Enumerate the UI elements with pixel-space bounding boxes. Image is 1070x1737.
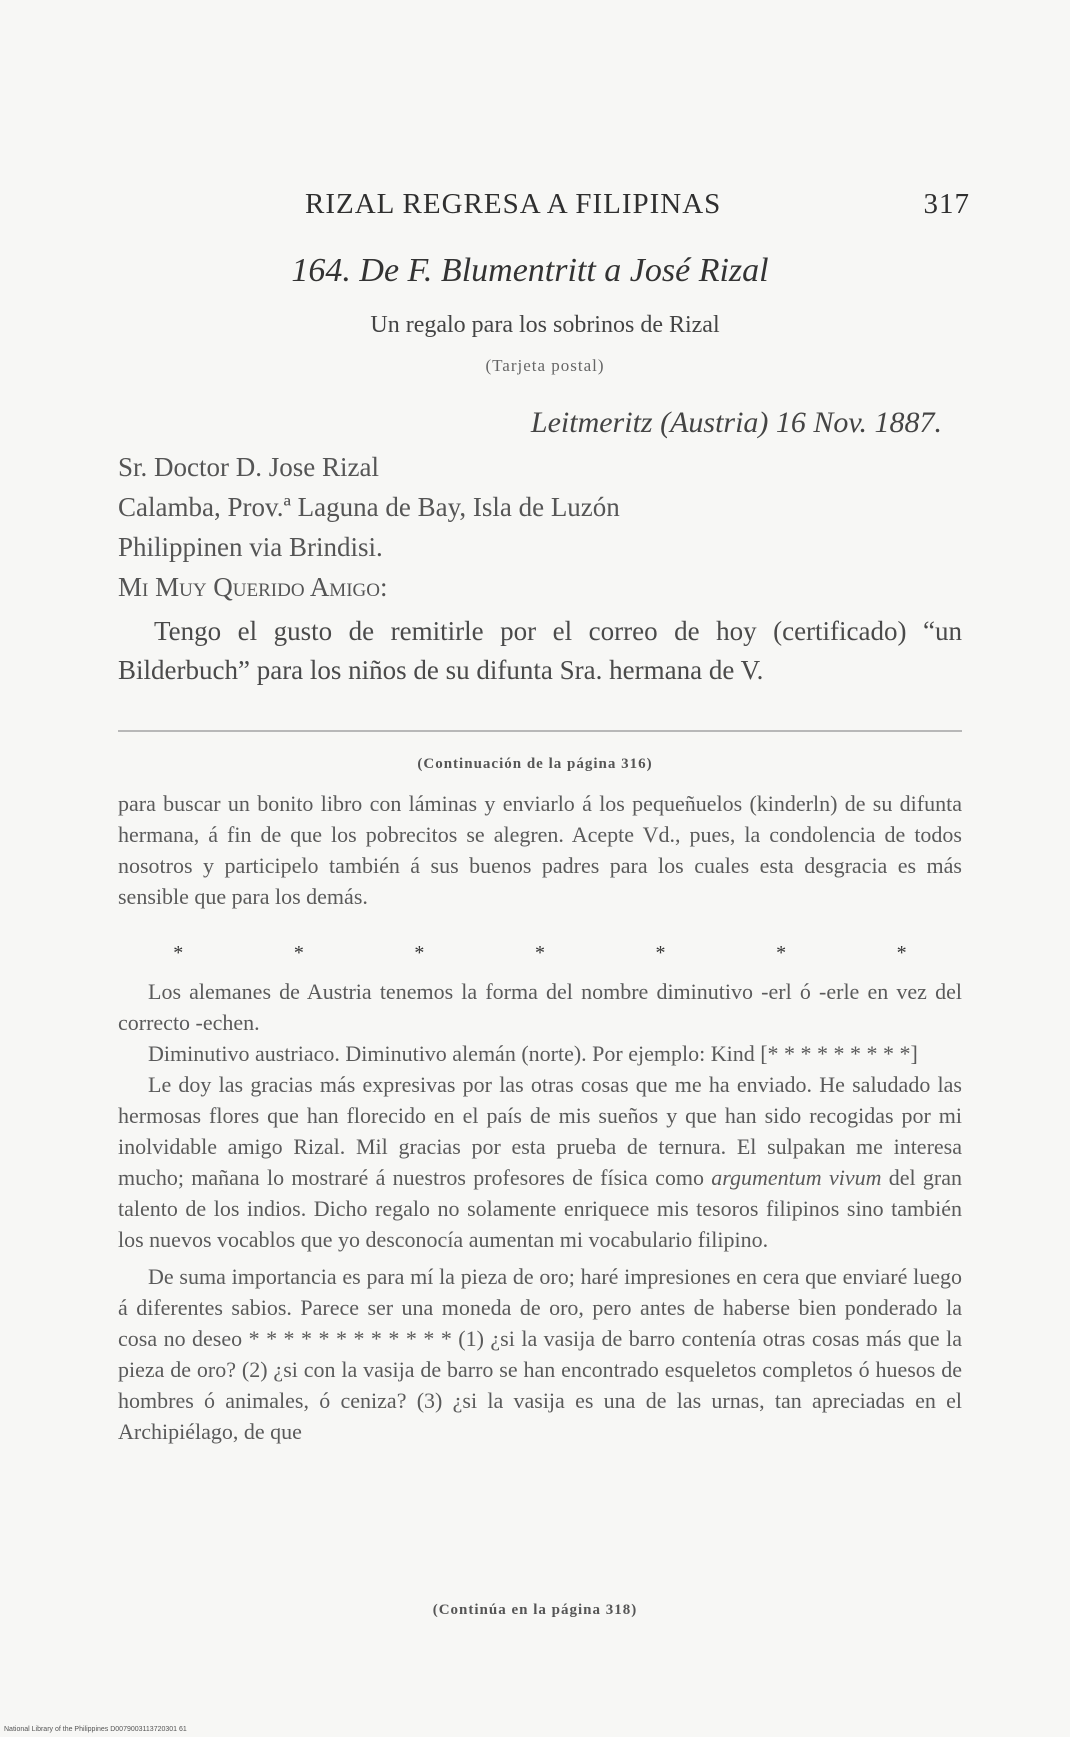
star: * (896, 942, 907, 964)
continuation-body (118, 976, 962, 1447)
address-line-2: Calamba, Prov.ª Laguna de Bay, Isla de Luzón (118, 492, 620, 522)
latin-phrase: argumentum vivum (711, 1165, 882, 1190)
star: * (414, 942, 425, 964)
letter-subtitle: Un regalo para los sobrinos de Rizal (370, 312, 720, 338)
running-title: RIZAL REGRESA A FILIPINAS (305, 188, 722, 220)
thanks-text-b: del gran talento de los indios. Dicho regalo no solamente enriquece mis tesoros filipinos sino también los nuevos vocablos que yo desconocía aumentan mi vocabulario filipino. (118, 1165, 963, 1252)
paragraph-diminutive: Los alemanes de Austria tenemos la forma del nombre diminutivo -erl ó -erle en vez del correcto -echen. (118, 979, 962, 1035)
address-line-1: Sr. Doctor D. Jose Rizal (118, 452, 379, 482)
paragraph-example: Diminutivo austriaco. Diminutivo alemán (norte). Por ejemplo: Kind [* * * * * * * * *] (148, 1041, 918, 1066)
asterism (118, 942, 962, 965)
paragraph-text: para buscar un bonito libro con láminas y enviarlo á los pequeñuelos (kinderln) de su difunta hermana, á fin de que los pobrecitos se alegren. Acepte Vd., pues, la condolencia de todos nosotros y participelo también á sus buenos padres para los cuales esta desgracia es más sensible que para los demás. (118, 791, 962, 909)
letter-note: (Tarjeta postal) (485, 356, 605, 375)
page-number: 317 (923, 188, 970, 220)
star: * (293, 942, 304, 964)
star: * (173, 942, 184, 964)
continuation-top-note: (Continuación de la página 316) (417, 756, 653, 772)
star: * (776, 942, 787, 964)
continuation-paragraph-1 (118, 788, 962, 912)
address-line-3: Philippinen via Brindisi. (118, 532, 383, 562)
thanks-text-a: Le doy las gracias más expresivas por las otras cosas que me ha enviado. He saludado las hermosas flores que han florecido en el país de mis sueños y que han sido recogidas por mi inolvidable amigo Rizal. Mil gracias por esta prueba de ternura. El sulpakan me interesa mucho; mañana lo mostraré á nuestros profesores de física como (118, 1072, 962, 1190)
star: * (534, 942, 545, 964)
section-divider (118, 730, 962, 732)
letter-body: Tengo el gusto de remitirle por el correo de hoy (certificado) “un Bilderbuch” para los niños de su difunta Sra. hermana de V. (118, 616, 962, 685)
paragraph-gold-piece: De suma importancia es para mí la pieza de oro; haré impresiones en cera que enviaré luego á diferentes sabios. Parece ser una moneda de oro, pero antes de haberse bien ponderado la cosa no deseo * * * * * * * * * * * * (1) ¿si la vasija de barro contenía otras cosas más que la pieza de oro? (2) ¿si con la vasija de barro se han encontrado esqueletos completos ó huesos de hombres ó animales, ó ceniza? (3) ¿si la vasija es una de las urnas, tan apreciadas en el Archipiélago, de que (118, 1264, 962, 1444)
salutation: Mi Muy Querido Amigo: (118, 572, 388, 602)
footer-credit: National Library of the Philippines D0079003113720301 61 (4, 1726, 187, 1733)
running-head (305, 188, 970, 221)
continuation-bottom-note: (Continúa en la página 318) (432, 1602, 638, 1618)
star: * (655, 942, 666, 964)
dateline: Leitmeritz (Austria) 16 Nov. 1887. (530, 406, 942, 439)
paragraph-thanks (118, 1069, 962, 1255)
letter-title: 164. De F. Blumentritt a José Rizal (291, 252, 769, 289)
